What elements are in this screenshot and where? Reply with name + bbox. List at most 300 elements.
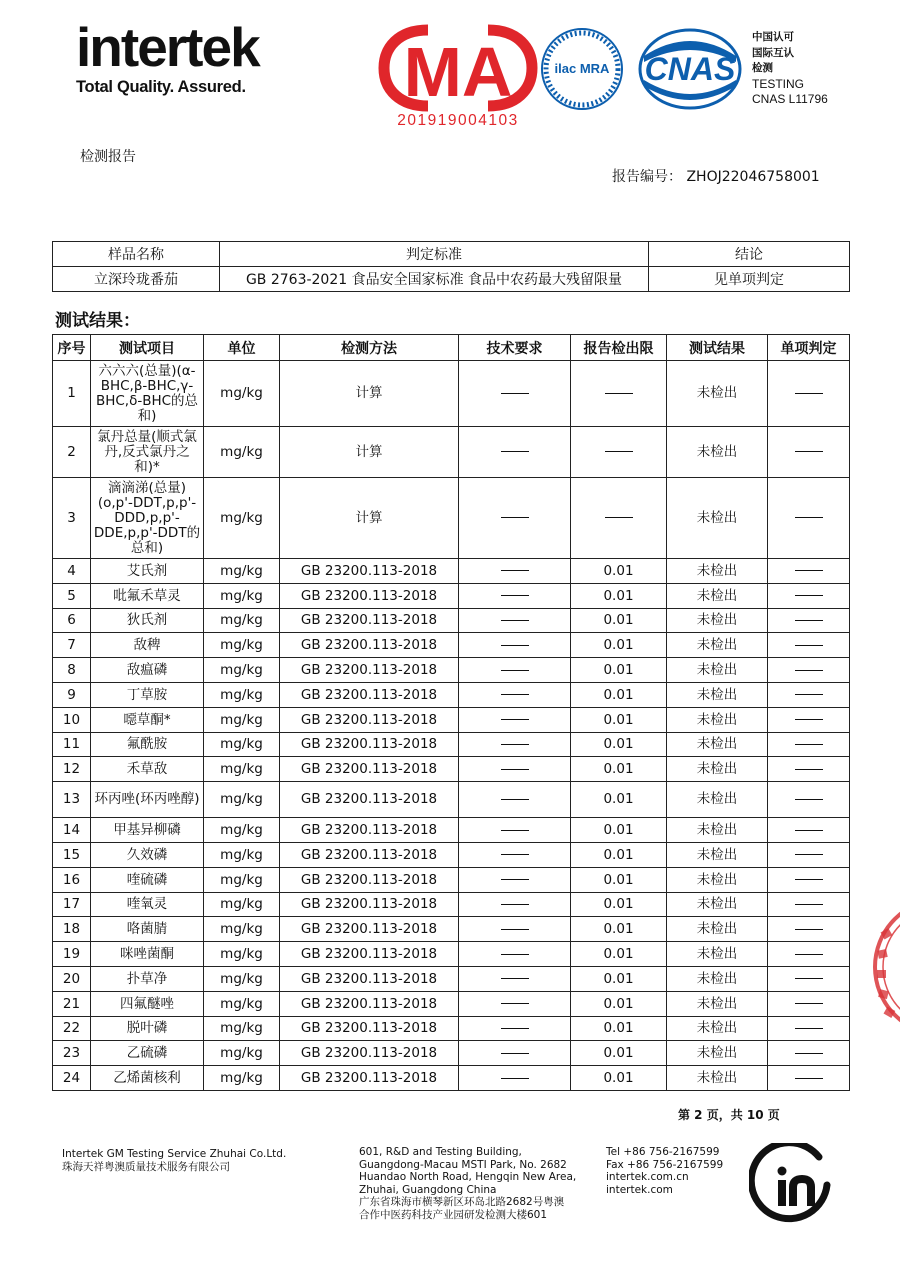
- result-no: 7: [53, 633, 91, 658]
- dash-mark: [795, 595, 823, 596]
- result-value: 未检出: [667, 478, 768, 559]
- dash-mark: [605, 517, 633, 518]
- result-method: GB 23200.113-2018: [280, 966, 459, 991]
- result-value: 未检出: [667, 818, 768, 843]
- footer-company-line: Intertek GM Testing Service Zhuhai Co.Ltd.: [62, 1148, 287, 1160]
- result-limit: 0.01: [571, 991, 667, 1016]
- result-judgement: [768, 991, 850, 1016]
- result-item: 禾草敌: [91, 757, 204, 782]
- dash-mark: [501, 929, 529, 930]
- dash-mark: [501, 904, 529, 905]
- result-limit: [571, 427, 667, 478]
- result-method: 计算: [280, 361, 459, 427]
- footer-website: intertek.com: [606, 1183, 673, 1196]
- result-judgement: [768, 867, 850, 892]
- result-judgement: [768, 892, 850, 917]
- result-item: 六六六(总量)(α-BHC,β-BHC,γ-BHC,δ-BHC的总和): [91, 361, 204, 427]
- dash-mark: [501, 1078, 529, 1079]
- section-title: 测试结果：: [55, 311, 140, 331]
- result-limit: 0.01: [571, 966, 667, 991]
- result-unit: mg/kg: [204, 757, 280, 782]
- result-judgement: [768, 917, 850, 942]
- result-no: 5: [53, 583, 91, 608]
- result-no: 12: [53, 757, 91, 782]
- result-judgement: [768, 608, 850, 633]
- result-requirement: [459, 757, 571, 782]
- result-item: 环丙唑(环丙唑醇): [91, 782, 204, 818]
- sample-name: 立深玲珑番茄: [53, 267, 220, 292]
- report-number-label: 报告编号：: [612, 169, 682, 185]
- result-method: 计算: [280, 427, 459, 478]
- header-unit: 单位: [204, 335, 280, 361]
- result-unit: mg/kg: [204, 1066, 280, 1091]
- result-value: 未检出: [667, 966, 768, 991]
- result-judgement: [768, 757, 850, 782]
- result-no: 11: [53, 732, 91, 757]
- header-limit: 报告检出限: [571, 335, 667, 361]
- result-requirement: [459, 917, 571, 942]
- result-value: 未检出: [667, 757, 768, 782]
- result-requirement: [459, 892, 571, 917]
- result-row: [53, 966, 850, 991]
- dash-mark: [501, 978, 529, 979]
- result-no: 19: [53, 942, 91, 967]
- result-limit: 0.01: [571, 757, 667, 782]
- dash-mark: [795, 854, 823, 855]
- dash-mark: [795, 517, 823, 518]
- summary-data-row: [53, 267, 850, 292]
- header-item: 测试项目: [91, 335, 204, 361]
- result-row: [53, 892, 850, 917]
- dash-mark: [501, 694, 529, 695]
- dash-mark: [501, 451, 529, 452]
- result-unit: mg/kg: [204, 707, 280, 732]
- result-row: [53, 583, 850, 608]
- result-unit: mg/kg: [204, 608, 280, 633]
- result-judgement: [768, 842, 850, 867]
- cnas-logo: [638, 28, 742, 110]
- dash-mark: [795, 1053, 823, 1054]
- footer-company: [62, 1148, 286, 1174]
- result-no: 10: [53, 707, 91, 732]
- result-requirement: [459, 818, 571, 843]
- result-no: 1: [53, 361, 91, 427]
- result-item: 咯菌腈: [91, 917, 204, 942]
- result-row: [53, 842, 850, 867]
- result-item: 敌稗: [91, 633, 204, 658]
- result-method: GB 23200.113-2018: [280, 559, 459, 584]
- result-no: 16: [53, 867, 91, 892]
- result-unit: mg/kg: [204, 892, 280, 917]
- result-limit: 0.01: [571, 1041, 667, 1066]
- result-item: 氯丹总量(顺式氯丹,反式氯丹之和)*: [91, 427, 204, 478]
- dash-mark: [795, 978, 823, 979]
- result-value: 未检出: [667, 917, 768, 942]
- result-value: 未检出: [667, 1041, 768, 1066]
- dash-mark: [795, 670, 823, 671]
- result-row: [53, 991, 850, 1016]
- result-judgement: [768, 633, 850, 658]
- result-item: 吡氟禾草灵: [91, 583, 204, 608]
- result-row: [53, 478, 850, 559]
- dash-mark: [795, 645, 823, 646]
- header-requirement: 技术要求: [459, 335, 571, 361]
- result-value: 未检出: [667, 782, 768, 818]
- logo-tagline: Total Quality. Assured.: [76, 78, 246, 96]
- footer-address-line: Zhuhai, Guangdong China: [359, 1183, 497, 1196]
- result-value: 未检出: [667, 892, 768, 917]
- result-row: [53, 942, 850, 967]
- result-row: [53, 782, 850, 818]
- result-row: [53, 757, 850, 782]
- footer-address: [359, 1146, 576, 1222]
- result-judgement: [768, 1041, 850, 1066]
- dash-mark: [795, 879, 823, 880]
- result-value: 未检出: [667, 361, 768, 427]
- result-row: [53, 732, 850, 757]
- result-limit: 0.01: [571, 782, 667, 818]
- result-judgement: [768, 1016, 850, 1041]
- result-item: 狄氏剂: [91, 608, 204, 633]
- result-requirement: [459, 942, 571, 967]
- result-requirement: [459, 361, 571, 427]
- result-unit: mg/kg: [204, 818, 280, 843]
- result-no: 2: [53, 427, 91, 478]
- result-no: 13: [53, 782, 91, 818]
- result-no: 21: [53, 991, 91, 1016]
- result-judgement: [768, 732, 850, 757]
- result-row: [53, 1016, 850, 1041]
- result-requirement: [459, 867, 571, 892]
- dash-mark: [795, 954, 823, 955]
- result-limit: 0.01: [571, 917, 667, 942]
- result-requirement: [459, 608, 571, 633]
- dash-mark: [795, 1078, 823, 1079]
- result-method: GB 23200.113-2018: [280, 942, 459, 967]
- result-limit: 0.01: [571, 559, 667, 584]
- summary-header-cell: 判定标准: [220, 242, 649, 267]
- cnas-accreditation-text: [752, 30, 828, 108]
- result-row: [53, 682, 850, 707]
- result-method: GB 23200.113-2018: [280, 682, 459, 707]
- dash-mark: [795, 830, 823, 831]
- dash-mark: [501, 517, 529, 518]
- dash-mark: [501, 393, 529, 394]
- result-no: 15: [53, 842, 91, 867]
- result-unit: mg/kg: [204, 633, 280, 658]
- header-judgement: 单项判定: [768, 335, 850, 361]
- result-unit: mg/kg: [204, 427, 280, 478]
- result-requirement: [459, 1016, 571, 1041]
- cnas-text-mark: CNAS: [644, 51, 736, 87]
- result-item: 丁草胺: [91, 682, 204, 707]
- result-requirement: [459, 966, 571, 991]
- dash-mark: [795, 620, 823, 621]
- result-row: [53, 707, 850, 732]
- dash-mark: [795, 570, 823, 571]
- result-unit: mg/kg: [204, 942, 280, 967]
- result-requirement: [459, 427, 571, 478]
- result-judgement: [768, 361, 850, 427]
- result-row: [53, 917, 850, 942]
- result-value: 未检出: [667, 867, 768, 892]
- result-item: 喹氧灵: [91, 892, 204, 917]
- result-method: GB 23200.113-2018: [280, 991, 459, 1016]
- result-limit: 0.01: [571, 707, 667, 732]
- result-method: GB 23200.113-2018: [280, 842, 459, 867]
- result-limit: 0.01: [571, 682, 667, 707]
- footer-address-line: Guangdong-Macau MSTI Park, No. 2682: [359, 1158, 567, 1171]
- result-judgement: [768, 583, 850, 608]
- cma-logo: [378, 24, 538, 112]
- dash-mark: [605, 393, 633, 394]
- dash-mark: [501, 1053, 529, 1054]
- footer-address-line: 合作中医药科技产业园研发检测大楼601: [359, 1208, 548, 1221]
- footer-address-line: 广东省珠海市横琴新区环岛北路2682号粤澳: [359, 1196, 565, 1209]
- result-judgement: [768, 427, 850, 478]
- result-unit: mg/kg: [204, 917, 280, 942]
- result-judgement: [768, 559, 850, 584]
- result-unit: mg/kg: [204, 966, 280, 991]
- result-limit: 0.01: [571, 1016, 667, 1041]
- result-requirement: [459, 782, 571, 818]
- result-value: 未检出: [667, 658, 768, 683]
- result-unit: mg/kg: [204, 782, 280, 818]
- result-row: [53, 361, 850, 427]
- header-result: 测试结果: [667, 335, 768, 361]
- result-limit: [571, 361, 667, 427]
- result-value: 未检出: [667, 707, 768, 732]
- result-item: 敌瘟磷: [91, 658, 204, 683]
- result-requirement: [459, 991, 571, 1016]
- result-value: 未检出: [667, 427, 768, 478]
- result-unit: mg/kg: [204, 583, 280, 608]
- result-method: GB 23200.113-2018: [280, 707, 459, 732]
- intertek-logo: [76, 18, 316, 97]
- dash-mark: [795, 694, 823, 695]
- ilac-text: ilac MRA: [554, 61, 610, 76]
- result-item: 滴滴涕(总量)(o,p'-DDT,p,p'-DDD,p,p'-DDE,p,p'-DDT的总和): [91, 478, 204, 559]
- result-unit: mg/kg: [204, 842, 280, 867]
- dash-mark: [795, 451, 823, 452]
- summary-header-row: [53, 242, 850, 267]
- result-method: GB 23200.113-2018: [280, 782, 459, 818]
- dash-mark: [501, 830, 529, 831]
- result-no: 23: [53, 1041, 91, 1066]
- result-requirement: [459, 842, 571, 867]
- result-item: 乙硫磷: [91, 1041, 204, 1066]
- results-table: [52, 334, 850, 1091]
- result-item: 乙烯菌核利: [91, 1066, 204, 1091]
- result-method: GB 23200.113-2018: [280, 608, 459, 633]
- dash-mark: [501, 620, 529, 621]
- footer-tel: Tel +86 756-2167599: [606, 1146, 720, 1158]
- result-limit: 0.01: [571, 608, 667, 633]
- dash-mark: [795, 929, 823, 930]
- result-value: 未检出: [667, 942, 768, 967]
- result-unit: mg/kg: [204, 1016, 280, 1041]
- dash-mark: [501, 1003, 529, 1004]
- dash-mark: [795, 393, 823, 394]
- result-unit: mg/kg: [204, 658, 280, 683]
- result-method: GB 23200.113-2018: [280, 1066, 459, 1091]
- result-method: GB 23200.113-2018: [280, 1016, 459, 1041]
- result-no: 14: [53, 818, 91, 843]
- result-unit: mg/kg: [204, 559, 280, 584]
- footer-website-cn: intertek.com.cn: [606, 1171, 689, 1184]
- result-value: 未检出: [667, 1016, 768, 1041]
- dash-mark: [501, 645, 529, 646]
- result-judgement: [768, 682, 850, 707]
- results-header-row: [53, 335, 850, 361]
- result-value: 未检出: [667, 633, 768, 658]
- result-method: GB 23200.113-2018: [280, 757, 459, 782]
- result-method: GB 23200.113-2018: [280, 1041, 459, 1066]
- result-judgement: [768, 942, 850, 967]
- result-limit: 0.01: [571, 732, 667, 757]
- header-method: 检测方法: [280, 335, 459, 361]
- result-method: GB 23200.113-2018: [280, 818, 459, 843]
- judgement-standard: GB 2763-2021 食品安全国家标准 食品中农药最大残留限量: [220, 267, 649, 292]
- result-item: 甲基异柳磷: [91, 818, 204, 843]
- result-value: 未检出: [667, 682, 768, 707]
- result-judgement: [768, 478, 850, 559]
- result-value: 未检出: [667, 991, 768, 1016]
- dash-mark: [501, 879, 529, 880]
- header-no: 序号: [53, 335, 91, 361]
- result-item: 噁草酮*: [91, 707, 204, 732]
- results-body: [53, 361, 850, 1091]
- company-seal-stamp: [868, 892, 900, 1042]
- result-unit: mg/kg: [204, 1041, 280, 1066]
- result-judgement: [768, 966, 850, 991]
- result-judgement: [768, 707, 850, 732]
- dash-mark: [795, 1003, 823, 1004]
- result-method: GB 23200.113-2018: [280, 633, 459, 658]
- result-row: [53, 427, 850, 478]
- result-no: 18: [53, 917, 91, 942]
- dash-mark: [501, 954, 529, 955]
- result-requirement: [459, 633, 571, 658]
- result-requirement: [459, 478, 571, 559]
- result-no: 9: [53, 682, 91, 707]
- result-limit: 0.01: [571, 818, 667, 843]
- result-row: [53, 818, 850, 843]
- result-limit: 0.01: [571, 892, 667, 917]
- result-no: 3: [53, 478, 91, 559]
- result-unit: mg/kg: [204, 732, 280, 757]
- result-limit: 0.01: [571, 867, 667, 892]
- conclusion: 见单项判定: [649, 267, 850, 292]
- result-method: GB 23200.113-2018: [280, 867, 459, 892]
- result-item: 脱叶磷: [91, 1016, 204, 1041]
- dash-mark: [501, 799, 529, 800]
- result-judgement: [768, 818, 850, 843]
- cma-number: 201919004103: [397, 112, 519, 129]
- result-unit: mg/kg: [204, 682, 280, 707]
- result-method: GB 23200.113-2018: [280, 892, 459, 917]
- dash-mark: [501, 1028, 529, 1029]
- result-requirement: [459, 583, 571, 608]
- result-no: 24: [53, 1066, 91, 1091]
- intertek-in-logo-icon: [749, 1143, 833, 1227]
- dash-mark: [501, 570, 529, 571]
- footer-address-line: 601, R&D and Testing Building,: [359, 1146, 522, 1158]
- result-value: 未检出: [667, 608, 768, 633]
- result-item: 艾氏剂: [91, 559, 204, 584]
- dash-mark: [795, 719, 823, 720]
- result-row: [53, 1041, 850, 1066]
- result-item: 喹硫磷: [91, 867, 204, 892]
- dash-mark: [795, 799, 823, 800]
- result-no: 8: [53, 658, 91, 683]
- result-requirement: [459, 1041, 571, 1066]
- footer-address-line: Huandao North Road, Hengqin New Area,: [359, 1171, 577, 1184]
- result-unit: mg/kg: [204, 361, 280, 427]
- result-no: 17: [53, 892, 91, 917]
- result-judgement: [768, 1066, 850, 1091]
- result-requirement: [459, 1066, 571, 1091]
- dash-mark: [795, 769, 823, 770]
- cma-text: MA: [403, 33, 513, 111]
- dash-mark: [501, 595, 529, 596]
- result-requirement: [459, 559, 571, 584]
- result-method: GB 23200.113-2018: [280, 732, 459, 757]
- dash-mark: [795, 904, 823, 905]
- dash-mark: [795, 1028, 823, 1029]
- result-row: [53, 658, 850, 683]
- result-limit: 0.01: [571, 633, 667, 658]
- result-item: 扑草净: [91, 966, 204, 991]
- footer-contact: [606, 1146, 723, 1196]
- report-number-value: ZHOJ22046758001: [686, 169, 820, 185]
- footer-company-line: 珠海天祥粤澳质量技术服务有限公司: [62, 1161, 230, 1173]
- report-type: 检测报告: [80, 149, 136, 165]
- result-value: 未检出: [667, 1066, 768, 1091]
- result-no: 6: [53, 608, 91, 633]
- result-no: 20: [53, 966, 91, 991]
- dash-mark: [501, 769, 529, 770]
- cnas-line: 检测: [752, 62, 773, 74]
- result-value: 未检出: [667, 732, 768, 757]
- dash-mark: [501, 854, 529, 855]
- dash-mark: [605, 451, 633, 452]
- result-limit: 0.01: [571, 1066, 667, 1091]
- result-no: 4: [53, 559, 91, 584]
- result-limit: 0.01: [571, 583, 667, 608]
- result-method: GB 23200.113-2018: [280, 583, 459, 608]
- result-item: 四氟醚唑: [91, 991, 204, 1016]
- result-limit: 0.01: [571, 658, 667, 683]
- footer-fax: Fax +86 756-2167599: [606, 1158, 724, 1171]
- result-requirement: [459, 732, 571, 757]
- result-row: [53, 1066, 850, 1091]
- dash-mark: [501, 670, 529, 671]
- result-limit: 0.01: [571, 842, 667, 867]
- result-requirement: [459, 658, 571, 683]
- cnas-line: TESTING: [752, 76, 805, 91]
- result-requirement: [459, 682, 571, 707]
- result-value: 未检出: [667, 559, 768, 584]
- summary-table: [52, 241, 850, 292]
- result-no: 22: [53, 1016, 91, 1041]
- cnas-line: 国际互认: [752, 46, 794, 59]
- dash-mark: [501, 744, 529, 745]
- result-unit: mg/kg: [204, 478, 280, 559]
- dash-mark: [795, 744, 823, 745]
- cnas-line: CNAS L11796: [752, 92, 828, 106]
- ilac-mra-logo: [539, 26, 625, 112]
